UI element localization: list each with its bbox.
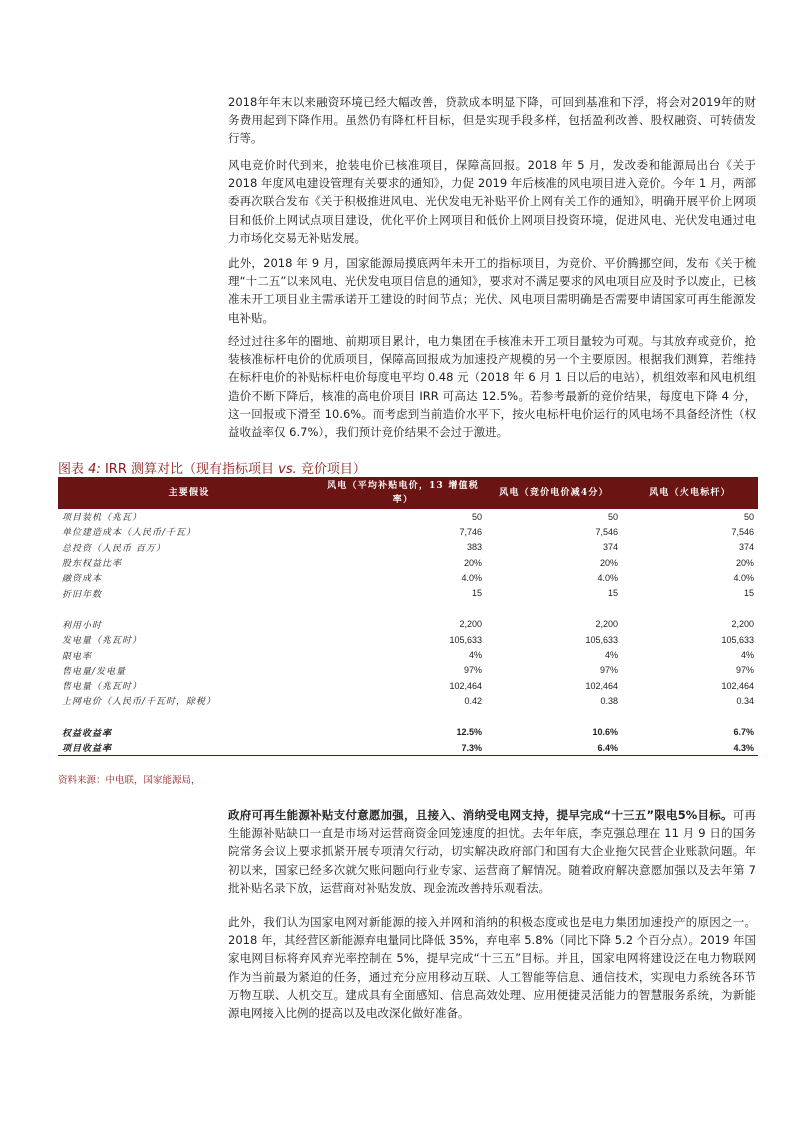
paragraph-grid-body: 此外，我们认为国家电网对新能源的接入并网和消纳的积极态度或也是电力集团加速投产的原因之一。2018 年，其经营区新能源弃电量同比降低 35%，弃电率 5.8%（同比下降 5.2 个百分点）。2019 年国家电网目标将弃风弃光率控制在 5%，提早完成“十三五”目标。并且，国家电网将建设泛在电力物联网作为当前最为紧迫的任务，通过充分应用移动互联、人工智能等信息、通信技术，实现电力系统各环节万物互联、人机交互。建成具有全面感知、信息高效处理、应用便捷灵活能力的智慧服务系统，为新能源电网接入比例的提高以及电改深化做好准备。 [228,915,756,1021]
table-row-equity-return [58,725,758,740]
row-label [58,709,320,725]
cell: 7,746 [459,526,482,537]
cell [622,709,758,725]
row-label: 项目收益率 [58,740,320,756]
cell: 15 [743,588,754,599]
table-row [58,693,758,708]
cell: 383 [466,542,482,553]
table-row [58,555,758,570]
row-label: 单位建造成本（人民币/千瓦） [62,528,197,539]
cell: 2,200 [595,619,618,630]
header-coal-benchmark: 风电（火电标杆） [622,477,758,509]
table-row [58,585,758,600]
figure-number: 4: [88,462,101,477]
cell: 97% [735,665,754,676]
row-label: 融资成本 [62,574,103,585]
table-row [58,524,758,539]
cell: 105,633 [585,634,618,645]
paragraph-subsidy [228,806,756,897]
row-label: 利用小时 [62,620,103,631]
table-row [58,678,758,693]
table-row [58,632,758,647]
cell: 7,546 [731,526,754,537]
cell: 97% [599,665,618,676]
cell: 4% [604,650,618,661]
figure-label: 图表 [58,462,85,477]
cell: 4% [468,650,482,661]
cell: 12.5% [456,727,482,738]
table-header-row [58,477,758,509]
row-label: 项目装机（兆瓦） [62,513,143,524]
cell: 4.0% [461,572,482,583]
paragraph-project-review: 此外，2018 年 9 月，国家能源局摸底两年未开工的指标项目，为竞价、平价腾挪空间，发布《关于梳理“十二五”以来风电、光伏发电项目信息的通知》，要求对不满足要求的风电项目应及时予以废止，已核准未开工项目业主需承诺开工建设的时间节点；光伏、风电项目需明确是否需要申请国家可再生能源发电补贴。 [228,256,756,325]
row-label: 权益收益率 [62,728,113,739]
table-row [58,570,758,585]
row-label: 上网电价（人民币/千瓦时，除税） [62,697,217,708]
cell [486,601,622,617]
cell: 2,200 [731,619,754,630]
table-source-note: 资料来源：中电联，国家能源局， [58,775,201,786]
cell: 105,633 [721,634,754,645]
cell: 50 [471,511,482,522]
cell: 0.34 [736,695,754,706]
header-bid-minus-4: 风电（竞价电价减4分） [486,477,622,509]
cell: 15 [471,588,482,599]
cell: 4.0% [733,572,754,583]
paragraph-subsidy-lead: 政府可再生能源补贴支付意愿加强，且接入、消纳受电网支持，提早完成“十三五”限电5%目标。 [228,808,733,822]
header-avg-subsidy: 风电（平均补贴电价，13 增值税率） [320,477,486,509]
cell: 10.6% [592,727,618,738]
row-label [58,601,320,617]
cell: 0.38 [600,695,618,706]
cell: 102,464 [721,680,754,691]
cell [622,601,758,617]
paragraph-financing: 2018年年末以来融资环境已经大幅改善，贷款成本明显下降，可回到基准和下浮，将会对2019年的财务费用起到下降作用。虽然仍有降杠杆目标，但是实现手段多样，包括盈利改善、股权融资、可转债发行等。 [228,95,756,146]
cell: 4.0% [597,572,618,583]
row-label: 限电率 [62,651,93,662]
cell: 102,464 [449,680,482,691]
cell: 50 [607,511,618,522]
cell: 374 [738,542,754,553]
table-row [58,617,758,632]
row-label: 发电量（兆瓦时） [62,636,143,647]
table-row-project-return [58,740,758,756]
cell: 102,464 [585,680,618,691]
cell: 97% [463,665,482,676]
header-assumptions: 主要假设 [58,477,320,509]
table-row [58,509,758,524]
cell: 4.3% [622,740,758,756]
cell: 6.4% [486,740,622,756]
irr-comparison-table [58,477,758,756]
row-label: 股东权益比率 [62,559,123,570]
cell: 2,200 [459,619,482,630]
table-spacer-row [58,601,758,617]
paragraph-irr-analysis: 经过过往多年的圈地、前期项目累计，电力集团在手核准未开工项目量较为可观。与其放弃或竞价，抢装核准标杆电价的优质项目，保障高回报成为加速投产规模的另一个主要原因。根据我们测算，若维持在标杆电价的补贴标杆电价每度电平均 0.48 元（2018 年 6 月 1 日以后的电站），机组效率和风电机组造价不断下降后，核准的高电价项目 IRR 可高达 12.5%。若参考最新的竞价结果，每度电下降 4 分，这一回报或下滑至 10.6%。而考虑到当前造价水平下，按火电标杆电价运行的风电场不具备经济性（权益收益率仅 6.7%），我们预计竞价结果不会过于激进。 [228,334,756,440]
cell: 20% [463,557,482,568]
cell: 105,633 [449,634,482,645]
figure-title-part1: IRR 测算对比（现有指标项目 [104,462,274,477]
table-row [58,540,758,555]
cell: 374 [602,542,618,553]
cell: 20% [735,557,754,568]
row-label: 总投资（人民币 百万） [62,543,166,554]
figure-vs: vs. [278,462,297,477]
row-label: 折旧年数 [62,589,103,600]
paragraph-subsidy-body: 可再生能源补贴缺口一直是市场对运营商资金回笼速度的担忧。去年年底，李克强总理在 11 月 9 日的国务院常务会议上要求抓紧开展专项清欠行动，切实解决政府部门和国有大企业拖欠民营企业账款问题。年初以来，国家已经多次就欠账问题向行业专家、运营商了解情况。随着政府解决意愿加强以及去年第 7 批补贴名录下放，运营商对补贴发放、现金流改善持乐观看法。 [228,808,757,895]
table-row [58,663,758,678]
cell: 50 [743,511,754,522]
cell: 7.3% [320,740,486,756]
cell: 6.7% [733,727,754,738]
cell [320,601,486,617]
figure-title-part2: 竞价项目） [300,462,366,477]
cell: 0.42 [464,695,482,706]
paragraph-grid [228,913,756,1022]
cell: 7,546 [595,526,618,537]
row-label: 售电量/发电量 [62,666,127,677]
table-row [58,647,758,662]
cell: 15 [607,588,618,599]
cell [486,709,622,725]
figure-caption [58,458,366,477]
cell: 4% [740,650,754,661]
cell [320,709,486,725]
table-spacer-row [58,709,758,725]
cell: 20% [599,557,618,568]
row-label: 售电量（兆瓦时） [62,682,143,693]
paragraph-wind-bidding: 风电竞价时代到来，抢装电价已核准项目，保障高回报。2018 年 5 月，发改委和能源局出台《关于 2018 年度风电建设管理有关要求的通知》，力促 2019 年后核准的风电项目进入竞价。今年 1 月，两部委再次联合发布《关于积极推进风电、光伏发电无补贴平价上网有关工作的通知》，明确开展平价上网项目和低价上网试点项目建设，优化平价上网项目和低价上网项目投资环境，促进风电、光伏发电通过电力市场化交易无补贴发展。 [228,158,756,245]
